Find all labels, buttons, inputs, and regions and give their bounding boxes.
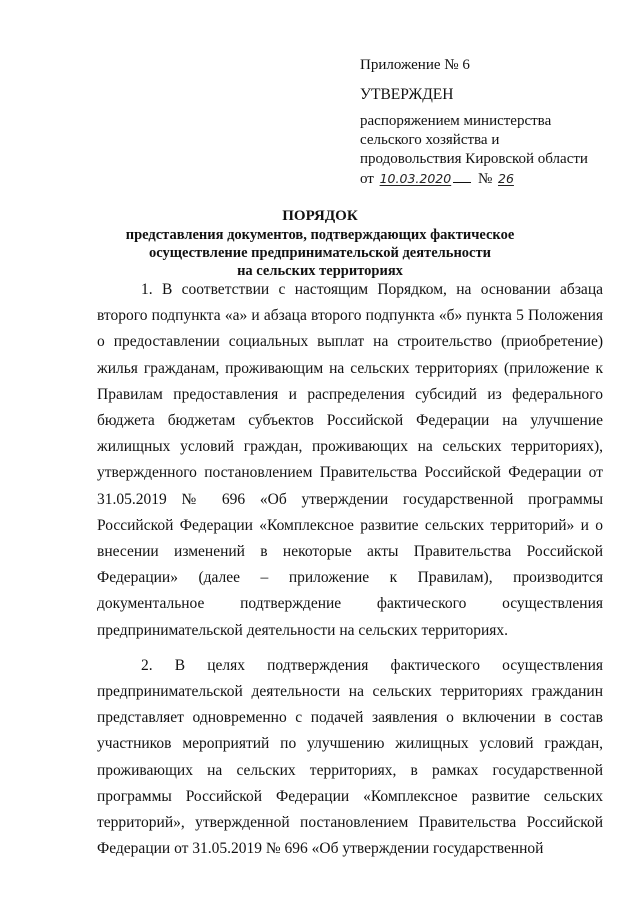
approval-line-2: сельского хозяйства и [360, 132, 500, 148]
approved-label: УТВЕРЖДЕН [360, 86, 454, 103]
document-body [97, 277, 603, 862]
number-label: № [477, 171, 493, 187]
approval-line-1: распоряжением министерства [360, 113, 552, 129]
handwritten-number: 26 [498, 171, 514, 186]
paragraph-1: 1. В соответствии с настоящим Порядком, на основании абзаца второго подпункта «а» и абзаца второго подпункта «б» пункта 5 Положения о предоставлении социальных выплат на строительство (приобретение) жилья гражданам, проживающим на сельских территориях (приложение к Правилам предоставления и распределения субсидий из федерального бюджета бюджетам субъектов Российской Федерации на улучшение жилищных условий граждан, проживающих на сельских территориях), утвержденного постановлением Правительства Российской Федерации от 31.05.2019 № 696 «Об утверждении государственной программы Российской Федерации «Комплексное развитие сельских территорий» и о внесении изменений в некоторые акты Правительства Российской Федерации» (далее – приложение к Правилам), производится документальное подтверждение фактического осуществления предпринимательской деятельности на сельских территориях. [97, 281, 603, 639]
approval-line-3: продовольствия Кировской области [360, 151, 588, 167]
date-number-row [360, 169, 610, 189]
title-heading: ПОРЯДОК [282, 208, 358, 224]
annex-label: Приложение № 6 [360, 57, 470, 73]
title-line-3: на сельских территориях [237, 263, 403, 279]
paragraph-2: 2. В целях подтверждения фактического осуществления предпринимательской деятельности на сельских территориях гражданин представляет одновременно с подачей заявления о включении в состав участников мероприятий по улучшению жилищных условий граждан, проживающих на сельских территориях, в рамках государственной программы Российской Федерации «Комплексное развитие сельских территорий», утвержденной постановлением Правительства Российской Федерации от 31.05.2019 № 696 «Об утверждении государственной [97, 656, 603, 858]
title-line-2: осуществление предпринимательской деятельности [149, 245, 491, 261]
from-label: от [360, 171, 374, 187]
blank-underline [453, 170, 471, 183]
approval-block [360, 56, 610, 189]
title-line-1: представления документов, подтверждающих фактическое [125, 227, 515, 243]
document-title [0, 207, 640, 280]
handwritten-date: 10.03.2020 [379, 171, 452, 186]
